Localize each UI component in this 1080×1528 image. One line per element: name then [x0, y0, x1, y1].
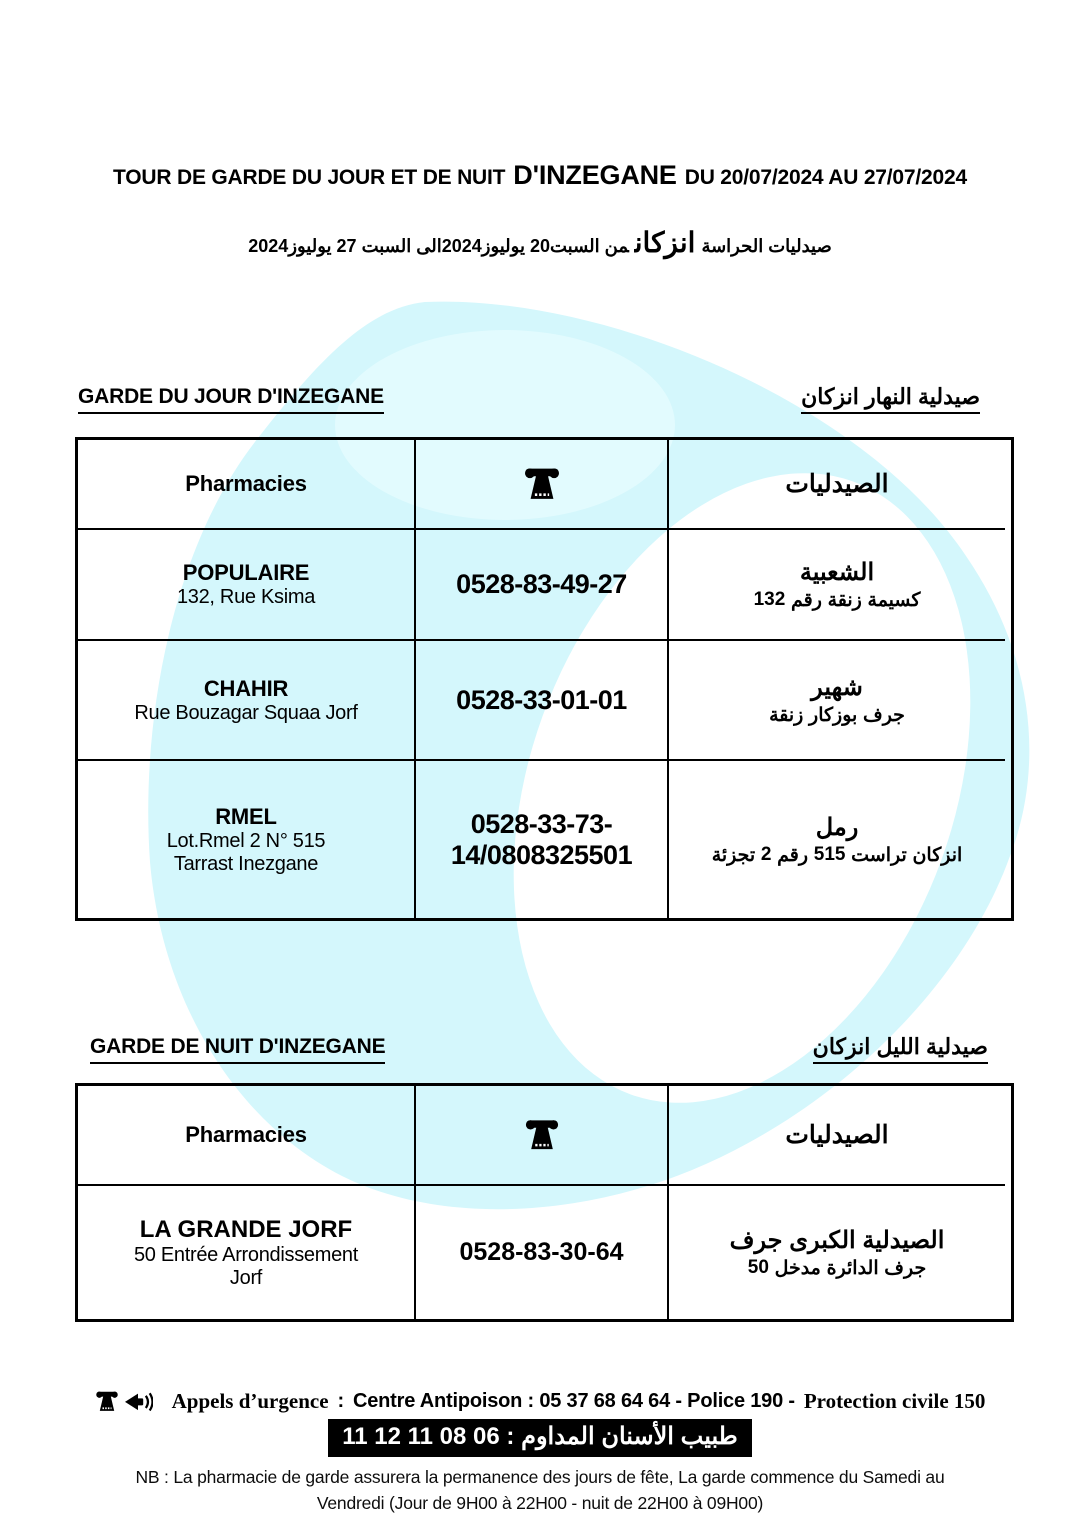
pharmacy-name: POPULAIRE: [182, 560, 310, 585]
night-col-header-arabic: الصيدليات: [669, 1086, 1005, 1186]
subtitle-highlight: انزكان: [634, 227, 696, 258]
night-heading-arabic: صيدلية الليل انزكان: [813, 1034, 988, 1064]
megaphone-icon: [123, 1388, 153, 1414]
page-title: [0, 160, 1080, 191]
night-col-header-phone: [416, 1086, 669, 1186]
pharmacy-phone: 0528-33-73-: [470, 808, 613, 839]
pharmacy-name-cell: [78, 761, 416, 918]
pharmacy-address-line2: Tarrast Inezgane: [173, 852, 319, 875]
pharmacy-name-cell: [78, 530, 416, 641]
night-heading-french: GARDE DE NUIT D'INZEGANE: [90, 1035, 385, 1064]
pharmacy-name-cell: [78, 1186, 416, 1319]
day-heading-arabic: صيدلية النهار انزكان: [801, 384, 980, 414]
day-guard-table: [75, 437, 1014, 921]
day-heading-french: GARDE DU JOUR D'INZEGANE: [78, 385, 384, 414]
pharmacy-arabic-cell: [669, 530, 1005, 641]
nb-note-line1: NB : La pharmacie de garde assurera la permanence des jours de fête, La garde commence du Samedi au: [135, 1467, 945, 1487]
pharmacy-phone: 0528-83-30-64: [459, 1238, 624, 1266]
pharmacy-name-arabic: رمل: [815, 813, 859, 841]
day-col-header-phone: [416, 440, 669, 530]
pharmacy-name-arabic: شهير: [811, 674, 863, 701]
emergency-civil-protection: Protection civile 150: [803, 1388, 986, 1413]
pharmacy-arabic-cell: [669, 641, 1005, 761]
pharmacy-address-arabic: تجزئة 2 رقم 515 تراست انزكان: [711, 843, 963, 866]
pharmacy-address: Rue Bouzagar Squaa Jorf: [134, 701, 358, 724]
dentist-bar-wrapper: [0, 1419, 1080, 1457]
pharmacy-address: 50 Entrée Arrondissement: [133, 1243, 359, 1266]
pharmacy-arabic-cell: [669, 761, 1005, 918]
pharmacy-phone: 0528-83-49-27: [456, 569, 627, 599]
nb-note-line2: Vendredi (Jour de 9H00 à 22H00 - nuit de 22H00 à 09H00): [316, 1493, 764, 1513]
pharmacy-name: RMEL: [215, 803, 277, 829]
pharmacy-phone-cell: [416, 530, 669, 641]
telephone-icon: [523, 466, 561, 502]
pharmacy-address-arabic: 132 رقم زنقة كسيمة: [753, 588, 921, 611]
day-col-header-pharmacies: Pharmacies: [78, 440, 416, 530]
pharmacy-arabic-cell: [669, 1186, 1005, 1319]
pharmacy-phone-cell: [416, 641, 669, 761]
emergency-label: Appels d’urgence: [171, 1388, 329, 1413]
emergency-numbers: Centre Antipoison : 05 37 68 64 64 - Police 190 -: [352, 1389, 795, 1412]
pharmacy-phone-line2: 14/0808325501: [450, 839, 633, 870]
pharmacy-name-cell: [78, 641, 416, 761]
pharmacy-address: Lot.Rmel 2 N° 515: [166, 829, 326, 852]
night-guard-table: [75, 1083, 1014, 1322]
title-part2: DU 20/07/2024 AU 27/07/2024: [684, 166, 967, 189]
pharmacy-address-line2: Jorf: [229, 1266, 263, 1289]
page-subtitle-arabic: [0, 226, 1080, 259]
day-col-header-arabic: الصيدليات: [669, 440, 1005, 530]
night-col-header-pharmacies: Pharmacies: [78, 1086, 416, 1186]
pharmacy-name-arabic: الشعبية: [799, 558, 875, 586]
dentist-on-duty-bar: طبيب الأسنان المداوم : 06 08 11 12 11: [328, 1419, 752, 1457]
pharmacy-name: CHAHIR: [203, 675, 289, 701]
telephone-icon: [95, 1390, 119, 1413]
emergency-numbers-line: [28, 1388, 1052, 1414]
pharmacy-address: 132, Rue Ksima: [176, 586, 316, 608]
night-section-heading: [90, 1034, 988, 1064]
title-highlight: D'INZEGANE: [513, 160, 677, 190]
pharmacy-phone-cell: [416, 1186, 669, 1319]
nb-note: [0, 1464, 1080, 1516]
subtitle-part2: من السبت20 يوليوز2024الى السبت 27 يوليوز2024: [248, 236, 629, 256]
emergency-separator: :: [337, 1389, 344, 1412]
day-section-heading: [78, 384, 980, 414]
subtitle-part1: صيدليات الحراسة: [701, 236, 832, 256]
pharmacy-name-arabic: الصيدلية الكبرى جرف: [729, 1226, 945, 1254]
pharmacy-phone-cell: [416, 761, 669, 918]
pharmacy-phone: 0528-33-01-01: [456, 684, 627, 715]
pharmacy-address-arabic: زنقة بوزكار جرف: [769, 705, 905, 726]
telephone-icon: [524, 1118, 560, 1152]
pharmacy-address-arabic: 50 مدخل الدائرة جرف: [747, 1256, 927, 1279]
emergency-icons: [95, 1388, 153, 1414]
pharmacy-name: LA GRANDE JORF: [139, 1215, 353, 1243]
title-part1: TOUR DE GARDE DU JOUR ET DE NUIT: [113, 166, 506, 189]
